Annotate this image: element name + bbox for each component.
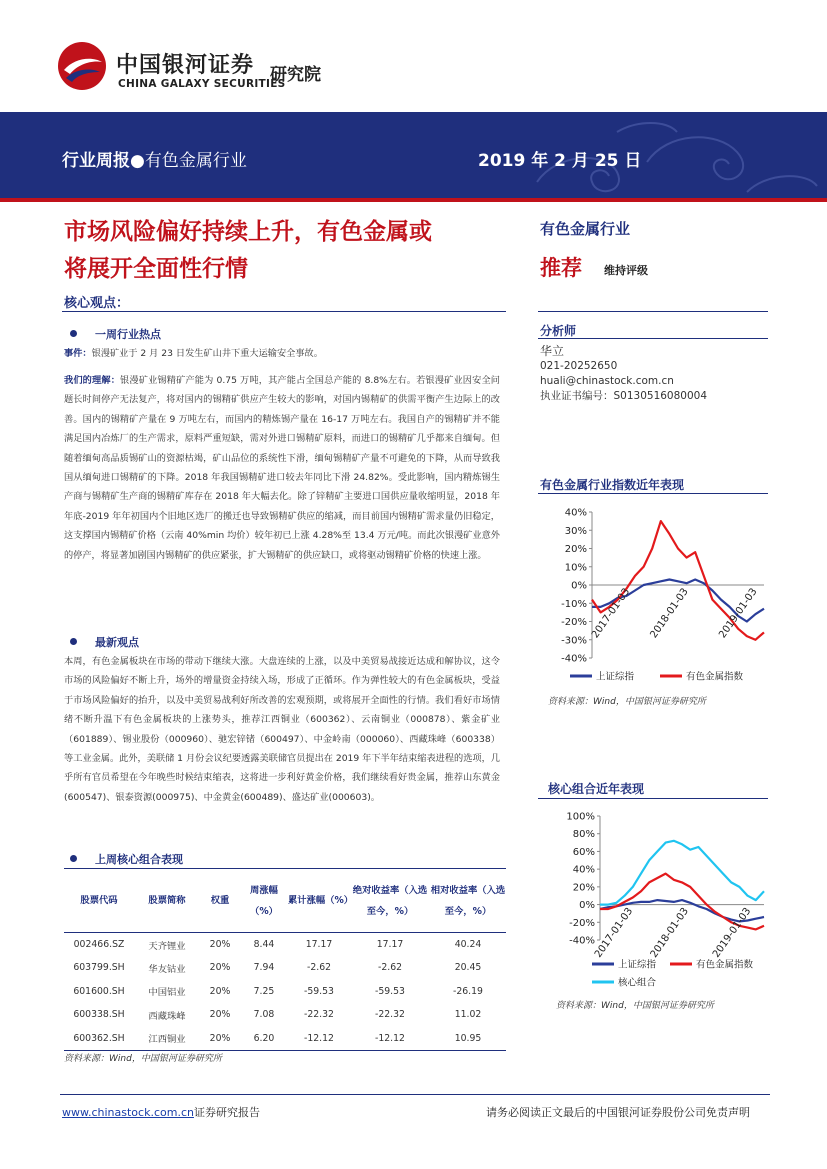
legend-label: 上证综指 <box>618 959 657 971</box>
table-header: 绝对收益率（入选至今，%） <box>352 884 428 917</box>
y-tick-label: -40% <box>569 935 595 947</box>
legend-label: 有色金属指数 <box>696 959 754 971</box>
analyst-cert: 执业证书编号：S0130516080004 <box>540 390 708 402</box>
table-header: 周涨幅（%） <box>250 884 278 917</box>
x-tick-label: 2019-01-03 <box>710 905 754 960</box>
title-line-1: 市场风险偏好持续上升，有色金属或 <box>64 219 432 245</box>
table-header: 相对收益率（入选至今，%） <box>430 884 506 917</box>
table-row: 601600.SH 中国铝业 20% 7.25 -59.53 -59.53 -26.19 <box>73 985 483 999</box>
sidebar-industry: 有色金属行业 <box>540 220 631 238</box>
y-tick-label: -10% <box>561 598 587 610</box>
rating-label: 维持评级 <box>604 264 648 277</box>
divider <box>62 311 506 312</box>
y-tick-label: 20% <box>572 882 595 894</box>
chart2-title: 核心组合近年表现 <box>548 782 645 796</box>
series-line-2 <box>600 841 764 905</box>
latest-heading: 最新观点 <box>70 634 139 650</box>
logo-english-name: CHINA GALAXY SECURITIES <box>118 78 286 90</box>
table-heading: 上周核心组合表现 <box>70 851 183 867</box>
table-row: 600362.SH 江西铜业 20% 6.20 -12.12 -12.12 10.95 <box>64 1027 506 1051</box>
divider <box>538 338 768 339</box>
page-title <box>64 214 524 288</box>
footer-left <box>62 1104 260 1120</box>
y-tick-label: 80% <box>572 829 595 841</box>
chart1-title: 有色金属行业指数近年表现 <box>540 478 685 492</box>
table-header: 权重 <box>210 895 230 906</box>
table-row: 002466.SZ 天齐锂业 20% 8.44 17.17 17.17 40.24 <box>73 939 482 952</box>
analyst-phone: 021-20252650 <box>540 360 618 372</box>
report-type-label <box>62 146 247 171</box>
legend-label: 核心组合 <box>618 977 657 989</box>
y-tick-label: 60% <box>572 846 595 858</box>
y-tick-label: -20% <box>561 617 587 628</box>
understanding-paragraph: 我们的理解：银漫矿业锡精矿产能为 0.75 万吨，其产能占全国总产能的 8.8%左右。若银漫矿业因安全问题长时间停产无法复产，将对国内的锡精矿供应产生较大的影响，对国内锡精矿的供需平衡产生边际上的改善。国内的锡精矿产量在 9 万吨左右，而国内的精炼锡产量在 16-17 万吨左右。我国自产的锡精矿并不能满足国内冶炼厂的生产需求，原料严重短缺，需对外进口锡精矿原料，而进口的锡精矿几乎都来自缅甸。但随着缅甸高品质锡矿山的资源枯竭，矿山品位的系统性下滑，缅甸锡精矿产量不可避免的下降，从而导致我国从缅甸进口锡精矿的下降。2018 年我国锡精矿进口较去年同比下滑 24.82%。受此影响，国内精炼锡生产商与锡精矿生产商的锡精矿库存在 2018 年大幅去化。除了锌精矿主要进口国供应量收缩明显，2018 年年底-2019 年年初国内个旧地区选厂的搬迁也导致锡精矿供应的缩减，而目前国内锡精矿需求量仍旧稳定，这支撑国内锡精矿价格（云南 40%min 均价）较年初已上涨 4.28%至 13.4 万元/吨。而此次银漫矿业意外的停产，将显著加剧国内锡精矿的供应紧张，扩大锡精矿的供应缺口，或将驱动锡精矿价格的快速上涨。 <box>64 375 500 561</box>
y-tick-label: 100% <box>566 811 595 823</box>
logo-chinese-name: 中国银河证券 <box>116 53 255 78</box>
x-tick-label: 2019-01-03 <box>717 586 760 641</box>
galaxy-logo-icon <box>56 40 108 92</box>
table-row: 600338.SH 西藏珠峰 20% 7.08 -22.32 -22.32 11.02 <box>73 1009 482 1022</box>
footer-suffix: 证券研究报告 <box>193 1106 260 1119</box>
chart2-source: 资料来源：Wind，中国银河证券研究所 <box>556 1001 714 1011</box>
divider <box>538 798 768 799</box>
header-logo-area <box>0 0 827 112</box>
industry-name: 有色金属行业 <box>144 151 247 171</box>
footer-disclaimer: 请务必阅读正文最后的中国银河证券股份公司免责声明 <box>486 1106 750 1119</box>
y-tick-label: 40% <box>572 864 595 876</box>
analyst-name: 华立 <box>540 344 565 358</box>
x-tick-label: 2018-01-03 <box>648 905 692 960</box>
y-tick-label: 10% <box>564 562 587 574</box>
bullet-icon <box>70 330 77 337</box>
x-tick-label: 2018-01-03 <box>648 586 691 641</box>
y-tick-label: -20% <box>569 917 595 929</box>
y-tick-label: -40% <box>561 653 587 665</box>
header-red-stripe <box>0 198 827 202</box>
table-header-row <box>64 869 506 933</box>
hot-heading: 一周行业热点 <box>70 326 161 342</box>
analyst-email[interactable]: huali@chinastock.com.cn <box>540 375 674 387</box>
analyst-info <box>540 344 707 404</box>
logo-institute: 研究院 <box>270 65 321 85</box>
y-tick-label: 0% <box>579 900 595 912</box>
title-line-2: 将展开全面性行情 <box>64 256 248 282</box>
latest-paragraph: 本周，有色金属板块在市场的带动下继续大涨。大盘连续的上涨，以及中美贸易战接近达成和解协议，这令市场的风险偏好不断上升，场外的增量资金持续入场，形成了正循环。作为弹性较大的有色金属板块，受益于市场风险偏好的抬升，以及中美贸易战利好所改善的宏观预期，或将展开全面性的行情。我们看好市场情绪不断升温下有色金属板块的上涨势头，推荐江西铜业（600362）、云南铜业（000878）、紫金矿业（601889）、锡业股份（000960）、驰宏锌锗（600497）、中金岭南（000060）、西藏珠峰（600338）等工业金属。此外，美联储 1 月份会议纪要透露美联储官员提出在 2019 年下半年结束缩表进程的选项，几乎所有官员希望在今年晚些时候结束缩表，这将进一步利好黄金价格，我们继续看好贵金属，推荐山东黄金(600547)、银泰资源(000975)、中金黄金(600489)、盛达矿业(000603)。 <box>64 656 500 803</box>
chart1-source: 资料来源：Wind，中国银河证券研究所 <box>548 697 706 707</box>
x-tick-label: 2017-01-03 <box>592 905 636 960</box>
portfolio-table <box>64 868 506 1051</box>
core-view-label: 核心观点： <box>64 296 130 311</box>
footer-divider <box>60 1094 770 1095</box>
table-header: 股票简称 <box>148 895 186 906</box>
legend-label: 上证综指 <box>596 671 635 683</box>
table-source: 资料来源：Wind，中国银河证券研究所 <box>64 1054 222 1064</box>
legend-label: 有色金属指数 <box>686 671 744 683</box>
website-link[interactable]: www.chinastock.com.cn <box>62 1106 194 1119</box>
divider <box>538 493 768 494</box>
y-tick-label: 30% <box>564 525 587 537</box>
report-type: 行业周报● <box>62 151 145 171</box>
recommendation-badge: 推荐 <box>540 256 582 280</box>
y-tick-label: -30% <box>561 635 587 647</box>
x-tick-label: 2017-01-03 <box>589 586 633 641</box>
divider <box>538 311 768 312</box>
report-date: 2019 年 2 月 25 日 <box>478 151 642 171</box>
y-tick-label: 20% <box>564 544 587 555</box>
analyst-heading: 分析师 <box>540 324 577 338</box>
portfolio-chart <box>540 806 770 994</box>
event-paragraph: 事件：银漫矿业于 2 月 23 日发生矿山井下重大运输安全事故。 <box>64 348 323 359</box>
y-tick-label: 0% <box>571 580 587 592</box>
table-header: 累计涨幅（%） <box>288 895 354 906</box>
bullet-icon <box>70 855 77 862</box>
table-header: 股票代码 <box>80 895 118 906</box>
bullet-icon <box>70 638 77 645</box>
industry-index-chart <box>540 500 770 690</box>
y-tick-label: 40% <box>564 507 587 519</box>
table-row: 603799.SH 华友钴业 20% 7.94 -2.62 -2.62 20.45 <box>73 962 482 975</box>
